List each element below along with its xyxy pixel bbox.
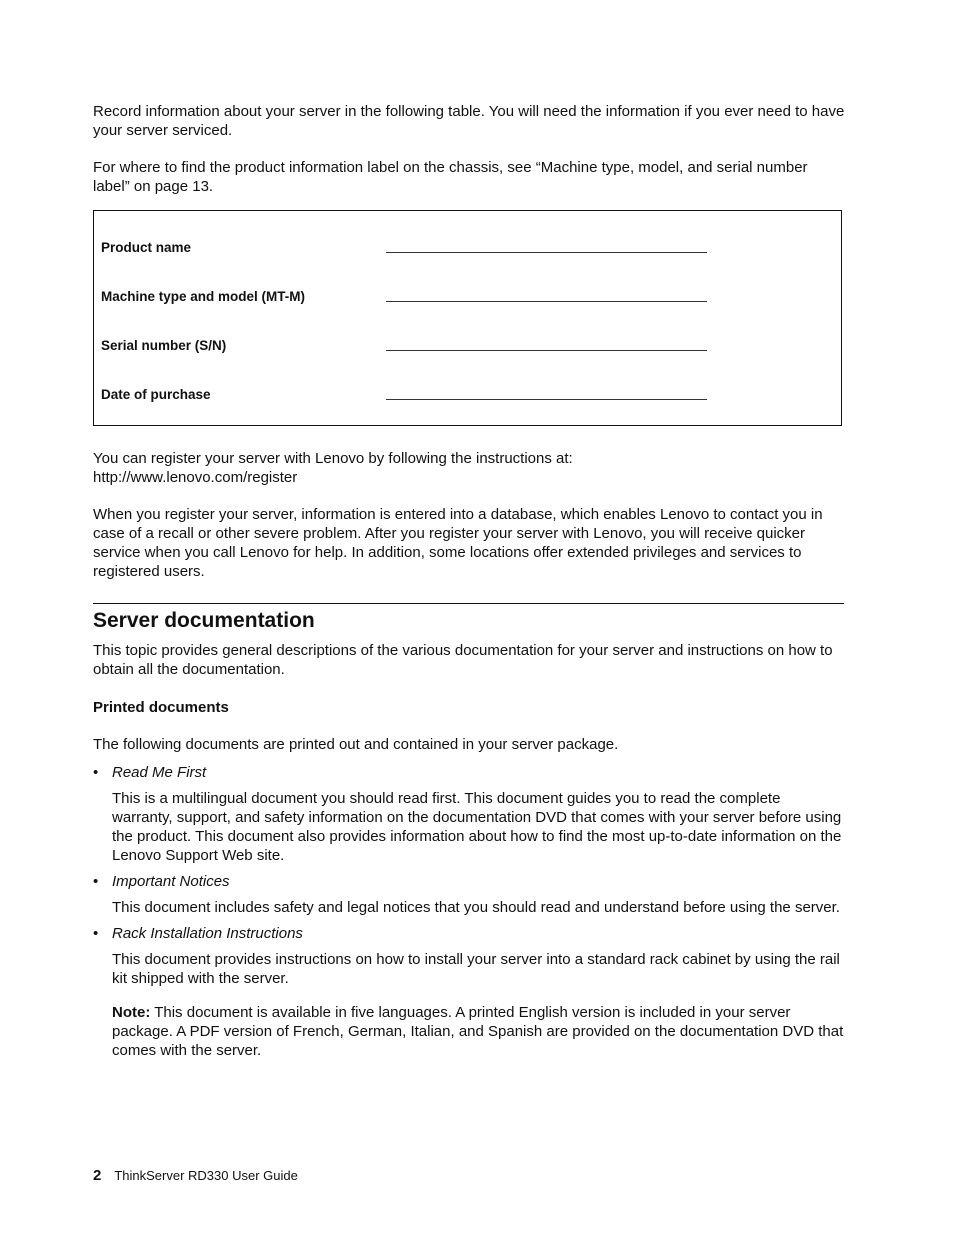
printed-documents-list <box>93 763 845 1060</box>
page-footer <box>93 1166 298 1185</box>
bullet-icon: • <box>93 873 99 890</box>
subheading-printed-documents: Printed documents <box>93 699 229 716</box>
section-title: Server documentation <box>93 609 315 632</box>
info-label: Machine type and model (MT-M) <box>101 289 306 304</box>
document-description: This document provides instructions on how to install your server into a standard rack cabinet by using the rail kit shipped with the server. <box>112 951 840 987</box>
document-title: Read Me First <box>112 764 207 781</box>
info-row-product-name <box>101 238 821 258</box>
document-title: Rack Installation Instructions <box>112 925 303 942</box>
register-instructions <box>93 449 845 487</box>
info-row-serial-number <box>101 336 821 356</box>
bullet-icon: • <box>93 764 99 781</box>
server-info-table <box>93 210 842 426</box>
info-row-date-of-purchase <box>101 385 821 405</box>
note-text: This document is available in five languages. A printed English version is included in your server package. A PDF version of French, German, Italian, and Spanish are provided on the documentation DVD that comes with the server. <box>112 1004 844 1059</box>
info-label: Product name <box>101 240 192 255</box>
info-row-machine-type <box>101 287 821 307</box>
register-text: You can register your server with Lenovo by following the instructions at: <box>93 450 573 467</box>
list-item <box>93 763 845 865</box>
page-content <box>93 102 845 1067</box>
intro-paragraph-1: Record information about your server in the following table. You will need the information if you ever need to have your server serviced. <box>93 103 845 139</box>
info-label: Serial number (S/N) <box>101 338 227 353</box>
intro-paragraph-2: For where to find the product information label on the chassis, see “Machine type, model, and serial number label” on page 13. <box>93 159 808 195</box>
register-benefits-paragraph: When you register your server, information is entered into a database, which enables Lenovo to contact you in case of a recall or other severe problem. After you register your server with Lenovo, you will receive quicker service when you call Lenovo for help. In addition, some locations offer extended privileges and services to registered users. <box>93 506 823 580</box>
page-number: 2 <box>93 1167 102 1184</box>
list-item <box>93 924 845 1060</box>
section-intro: This topic provides general descriptions of the various documentation for your server and instructions on how to obtain all the documentation. <box>93 642 833 678</box>
info-blank-line <box>386 301 707 302</box>
document-description: This document includes safety and legal notices that you should read and understand before using the server. <box>112 899 840 916</box>
list-item <box>93 872 845 917</box>
note-label: Note: <box>112 1004 151 1021</box>
bullet-icon: • <box>93 925 99 942</box>
info-blank-line <box>386 399 707 400</box>
info-blank-line <box>386 252 707 253</box>
info-label: Date of purchase <box>101 387 211 402</box>
document-description: This is a multilingual document you should read first. This document guides you to read the complete warranty, support, and safety information on the documentation DVD that comes with your server before using the product. This document also provides information about how to find the most up-to-date information on the Lenovo Support Web site. <box>112 790 842 864</box>
note <box>112 1003 845 1060</box>
register-url[interactable]: http://www.lenovo.com/register <box>93 469 298 486</box>
document-title: Important Notices <box>112 873 230 890</box>
section-divider <box>93 603 844 604</box>
guide-title: ThinkServer RD330 User Guide <box>114 1168 298 1183</box>
info-blank-line <box>386 350 707 351</box>
printed-documents-intro: The following documents are printed out and contained in your server package. <box>93 736 619 753</box>
